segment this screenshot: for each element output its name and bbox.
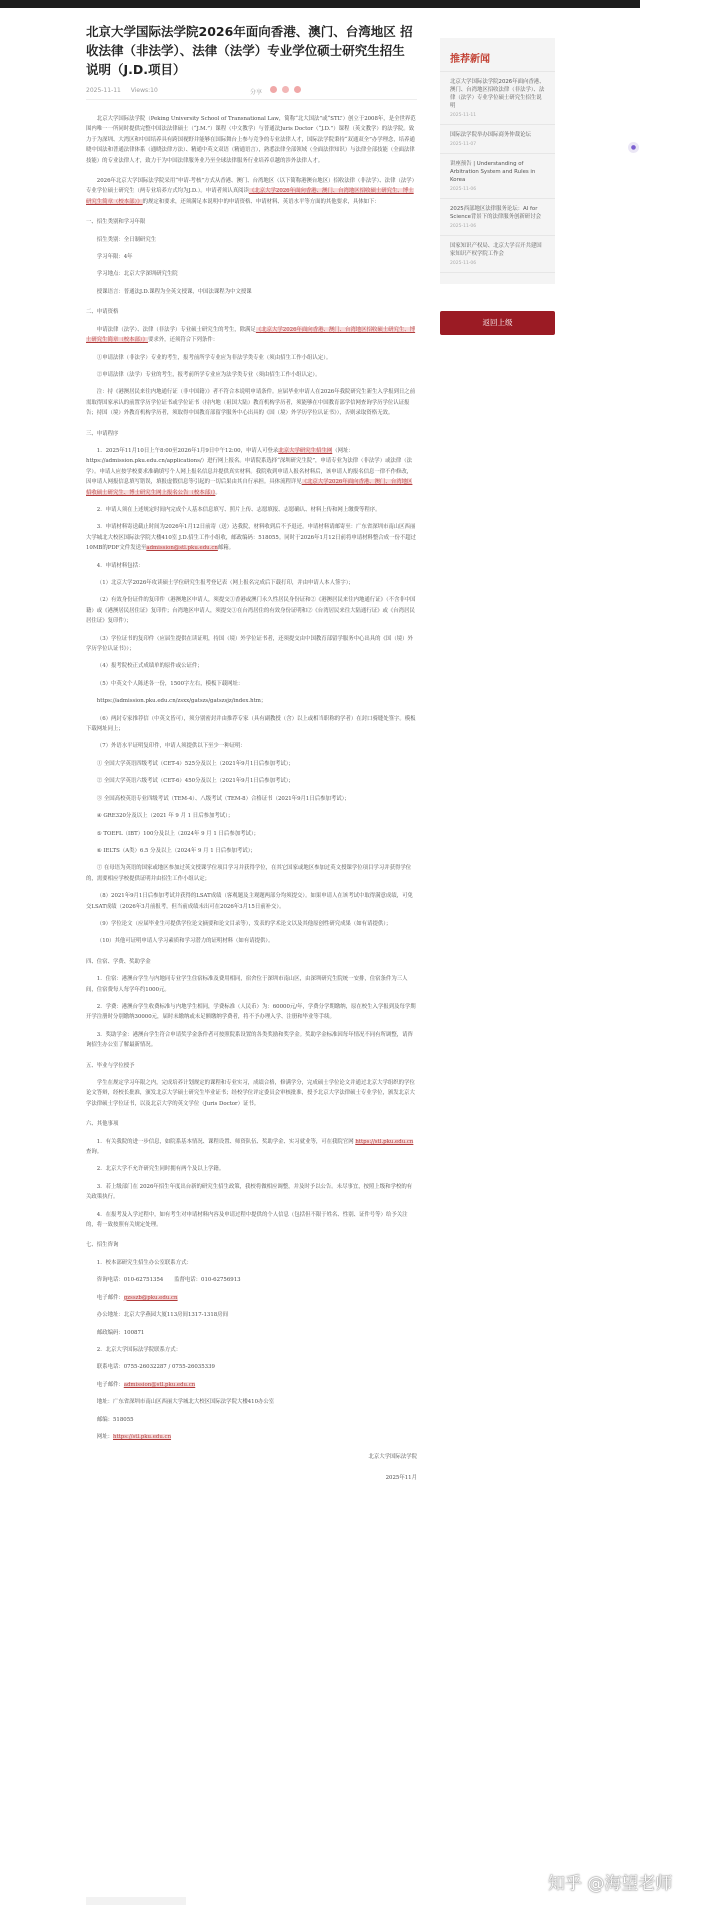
article-paragraph: （6）两封专家推荐信（中英文皆可），须分别密封并由推荐专家（具有副教授（含）以上或相当职称的学者）在封口骑缝处签字。模板下载网址同上； <box>86 715 416 733</box>
article-paragraph: 一、招生类别和学习年限 <box>86 219 146 226</box>
news-item-title: 国际法学院举办国际商务仲裁论坛 <box>450 132 531 138</box>
article-paragraph: （9）学位论文（应届毕业生可提供学位论文摘要和论文目录等），发表的学术论文以及其他原创性研究成果（如有请提供）； <box>96 920 392 927</box>
news-item[interactable] <box>440 72 555 125</box>
article-paragraph: ⑥ IELTS（A类）6.5 分及以上（2024年 9 月 1 日后参加考试）； <box>96 847 256 854</box>
article-views: Views:10 <box>130 87 158 94</box>
article-paragraph: 3．奖助学金：港澳台学生符合申请奖学金条件者可按照院系设置的各类奖励和奖学金。奖助学金标准因每年情况不同有所调整，请咨询招生办公室了解最新情况。 <box>86 1031 413 1049</box>
article-paragraph: （3）学位证书的复印件（应届生提供在读证明，持国（境）外学位证书者，还须提交由中国教育部留学服务中心出具的《国（境）外学历学位认证书》）； <box>86 635 413 653</box>
article-link[interactable]: 《北京大学2026年面向香港、澳门、台湾地区招收硕士研究生、博士研究生简章（校本部）》 <box>86 188 414 205</box>
news-item-date: 2025-11-07 <box>450 142 477 147</box>
share-icons <box>270 86 304 95</box>
article-paragraph: 3．申请材料寄送截止时间为2026年1月12日前寄（送）达我院，材料收到后不予退还。申请材料请邮寄至：广东省深圳市南山区西丽大学城北大校区国际法学院大楼410室 J.D.招生工作小组收，邮政编码：518055。同时于2026年1月12日前将申请材料整合成一份不超过10MB的PDF文件发送至admission@stl.pku.edu.cn邮箱。 <box>86 524 417 552</box>
article-paragraph: ① 全国大学英语四级考试（CET-4）525分及以上（2021年9月1日后参加考试）； <box>96 760 294 767</box>
news-list <box>440 72 555 273</box>
news-item-title: 讲座预告 | Understanding of Arbitration System and Rules in Korea <box>450 161 536 183</box>
sidebar <box>440 38 555 335</box>
article-paragraph: （8）2021年9月1日后参加考试并获得的LSAT成绩（客观题及主观题两部分均须提交）。如果申请人在该考试中取得满意成绩，可免交LSAT成绩（2026年3月前报考，但当前成绩未出可在2026年3月15日前补交）。 <box>86 893 413 910</box>
article-link[interactable]: admission@stl.pku.edu.cn <box>146 545 218 552</box>
news-item-date: 2025-11-06 <box>450 224 477 229</box>
article-paragraph: 北京大学国际法学院 <box>368 1454 417 1461</box>
news-item[interactable] <box>440 236 555 273</box>
article-paragraph: 3．若上级部门在 2026年招生年度出台新的研究生招生政策，我校将做相应调整，并及时予以公告。未尽事宜，按照上级和学校的有关政策执行。 <box>86 1183 413 1201</box>
footer-bar <box>86 1897 186 1905</box>
more-share-icon[interactable] <box>294 86 301 93</box>
article-paragraph: https://admission.pku.edu.cn/zsxx/gatszs/gatszsjz/index.htm； <box>96 698 267 705</box>
article-link[interactable]: 《北京大学2026年面向香港、澳门、台湾地区招收硕士研究生、博士研究生简章（校本部）》 <box>86 326 416 344</box>
recommended-news <box>440 38 555 284</box>
article-link[interactable]: https://stl.pku.edu.cn <box>112 1433 172 1440</box>
article-paragraph: 邮编：518055 <box>96 1416 134 1423</box>
article-paragraph: 申请法律（法学）、法律（非法学）专业硕士研究生的考生，除满足《北京大学2026年面向香港、澳门、台湾地区招收硕士研究生、博士研究生简章（校本部）》要求外，还须符合下列条件： <box>86 326 416 344</box>
article-paragraph: ④ GRE320分及以上（2021 年 9 月 1 日后参加考试）； <box>96 813 234 820</box>
news-item-title: 国家知识产权局、北京大学召开共建国家知识产权学院工作会 <box>450 243 542 257</box>
article-paragraph: 学习地点：北京大学深圳研究生院 <box>96 271 178 278</box>
article-paragraph: ⑦ 在母语为英语的国家或地区参加过英文授课学位项目学习并获得学位，在其它国家或地区参加过英文授课学位项目学习并获得学位的，需要相应学校提供证明并由招生工作小组认定； <box>86 865 412 882</box>
news-item-date: 2025-11-06 <box>450 187 477 192</box>
article-paragraph: 五、毕业与学位授予 <box>86 1062 135 1069</box>
article-paragraph: 4．申请材料包括： <box>96 562 144 569</box>
article-paragraph: 地址：广东省深圳市南山区西丽大学城北大校区国际法学院大楼410办公室 <box>96 1399 275 1406</box>
watermark: 知乎 @海望老师 <box>548 1874 673 1894</box>
article-paragraph: 电子邮件：admission@stl.pku.edu.cn <box>96 1381 196 1388</box>
article-link[interactable]: admission@stl.pku.edu.cn <box>123 1381 196 1388</box>
article-paragraph: 七、招生咨询 <box>86 1242 119 1249</box>
article-paragraph: 1．2025年11月10日上午8:00至2026年1月9日中午12:00，申请人可登录北京大学研究生招生网（网址：https://admission.pku.edu.cn/applications/）进行网上报名。申请院系选择“深圳研究生院”，申请专业为法律（非法学）或法律（法学）。申请人应按学校要求准确填写个人网上报名信息并提供真实材料。我院收到申请人报名材料后，该申请人的报名信息一律不作修改，因申请人网报信息填写错误，填报虚假信息等引起的一切后果由其自行承担。具体流程详见《北京大学2026年面向香港、澳门、台湾地区招收硕士研究生、博士研究生网上报名公告（校本部）》。 <box>86 447 413 496</box>
article-paragraph: 授课语言：普通法J.D.课程为全英文授课，中国法课程为中文授课 <box>96 288 252 295</box>
article-paragraph: 1．有关我院的进一步信息，如院系基本情况、课程设置、师资队伍、奖助学金、实习就业等，可在我院官网 https://stl.pku.edu.cn 查询。 <box>86 1138 414 1156</box>
article-paragraph: 1．住宿：港澳台学生与内地同专业学生住宿标准及费用相同，宿舍位于深圳市南山区，由深圳研究生院统一安排，住宿条件为三人间，住宿费每人每学年约1000元。 <box>86 976 408 993</box>
article-paragraph: 2026年北京大学国际法学院采用“申请-考核”方式从香港、澳门、台湾地区（以下简称港澳台地区）招收法律（非法学）、法律（法学）专业学位硕士研究生（两专业培养方式均为J.D.）。申请者须认真阅读《北京大学2026年面向香港、澳门、台湾地区招收硕士研究生、博士研究生简章（校本部）》的规定和要求，还须满足本说明中的申请资格、申请材料、英语水平等方面的其他要求，具体如下： <box>86 178 415 205</box>
article-paragraph: ③ 全国高校英语专业四级考试（TEM-4）、八级考试（TEM-8）合格证书（2021年9月1日后参加考试）； <box>96 795 350 802</box>
article-link[interactable]: 北京大学研究生招生网 <box>278 447 333 454</box>
article-paragraph: 二、申请资格 <box>86 309 119 316</box>
chat-bubble-icon[interactable]: ● <box>628 142 639 153</box>
article-title: 北京大学国际法学院2026年面向香港、澳门、台湾地区 招收法律（非法学）、法律（法学）专业学位硕士研究生招生说明（J.D.项目） <box>86 24 413 77</box>
wechat-share-icon[interactable] <box>270 86 277 93</box>
news-item[interactable] <box>440 154 555 199</box>
article-link[interactable]: https://stl.pku.edu.cn <box>355 1138 414 1145</box>
article-meta <box>86 87 417 100</box>
article-link[interactable]: gzsszb@pku.edu.cn <box>123 1294 178 1301</box>
article-paragraph: 2．学费：港澳台学生收费标准与内地学生相同，学费标准（人民币）为：60000元/年，学费分学期缴纳，原在校生入学报到及每学期开学注册时分别缴纳30000元，届时未缴纳或未足额缴纳学费者，将不予办理入学、注册和毕业等手续。 <box>86 1003 416 1021</box>
article-paragraph: 1．校本部研究生招生办公室联系方式： <box>96 1259 192 1266</box>
weibo-share-icon[interactable] <box>282 86 289 93</box>
article-paragraph: 联系电话：0755-26032287 / 0755-26035339 <box>96 1364 215 1371</box>
article-paragraph: 学生在规定学习年限之内，完成培养计划规定的课程和专业实习，成绩合格，修满学分，完成硕士学位论文并通过北京大学组织的学位论文答辩，经校长批准，颁发北京大学硕士研究生毕业证书；经校学位评定委员会审核批准，授予北京大学法律硕士专业学位，颁发北京大学法律硕士学位证书，以及北京大学的英文学位（Juris Doctor）证书。 <box>86 1080 415 1107</box>
article-date: 2025-11-11 <box>86 87 121 94</box>
article-paragraph: 4．在报考及入学过程中，如有考生对申请材料内容及申请过程中提供的个人信息（包括但不限于姓名、性别、证件号等）给予关注的，将一致按照有关规定处理。 <box>86 1211 408 1229</box>
news-item[interactable] <box>440 125 555 154</box>
news-item-title: 2025西部地区法律服务论坛：AI for Science背景下的法律服务创新研讨会 <box>450 206 541 220</box>
article-paragraph: 注：持《港澳居民来往内地通行证（非中国籍）》者不符合本说明申请条件。应届毕业申请人在2026年我院研究生新生入学报到日之前需取得国家承认的前置学历学位证书或学位证书（持内地（祖国大陆）教育机构学历者，须能够在中国教育部学信网查询学历学位认证报告；持国（境）外教育机构学历者，须取得中国教育部留学服务中心出具的《国（境）外学历学位认证书》），否则录取资格无效。 <box>86 389 416 417</box>
article-paragraph: 2．北京大学不允许研究生同时拥有两个及以上学籍。 <box>96 1166 225 1173</box>
article-paragraph: ② 全国大学英语六级考试（CET-6）450分及以上（2021年9月1日后参加考试）； <box>96 778 294 785</box>
article-paragraph: 学习年限：4年 <box>96 254 133 261</box>
news-item-date: 2025-11-11 <box>450 113 477 118</box>
article-paragraph: ②申请法律（法学）专业的考生，报考前所学专业应为法学类专业（须由招生工作小组认定）。 <box>96 371 321 378</box>
article-paragraph: 北京大学国际法学院（Peking University School of Transnational Law，简称“北大国法”或“STL”）创立于2008年，是全世界范围内唯一一所同时提供完整中国法法律硕士（“J.M.”）课程（中文教学）与普通法Juris Doctor（“J.D.”）课程（英文教学）的法学院。致力于为深圳、大湾区和中国培养具有跨国视野并能够在国际舞台上参与竞争的专业法律人才，国际法学院秉持“双通双全”办学理念，培养通晓中国法和普通法律体系（通晓法律方法）、精通中英文双语（精通语言），熟悉法律全部领域（全面法律知识）与法律全部技能（全面法律技能）的专业法律人才，致力于为中国法律服务业乃至全球法律服务行业培养卓越的涉外法律人才。 <box>86 116 416 164</box>
article-paragraph: （4）报考院校正式成绩单的原件或公证件； <box>96 663 203 670</box>
article-paragraph: 网址：https://stl.pku.edu.cn <box>96 1433 172 1440</box>
article-paragraph: ①申请法律（非法学）专业的考生，报考前所学专业应为非法学类专业（须由招生工作小组认定）。 <box>96 354 332 361</box>
article-paragraph: 招生类别：全日制研究生 <box>96 236 157 243</box>
article-paragraph: 电子邮件：gzsszb@pku.edu.cn <box>96 1294 178 1301</box>
recommended-news-title: 推荐新闻 <box>440 38 555 72</box>
article-paragraph: （10）其他可证明申请人学习素质和学习潜力的证明材料（如有请提供）。 <box>96 938 274 945</box>
article-paragraph: 办公地址：北京大学燕园大厦113房间1317-1318房间 <box>96 1312 228 1319</box>
top-bar <box>0 0 640 8</box>
article-paragraph: 2．申请人须在上述规定时间内完成个人基本信息填写、照片上传、志愿填报、志愿确认、材料上传和网上缴费等程序。 <box>96 506 381 513</box>
news-item-date: 2025-11-06 <box>450 261 477 266</box>
article-paragraph: 咨询电话：010-62751354 监督电话：010-62756913 <box>96 1277 241 1284</box>
news-item[interactable] <box>440 199 555 236</box>
article-body <box>86 114 417 1483</box>
news-item-title: 北京大学国际法学院2026年面向香港、澳门、台湾地区招收法律（非法学）、法律（法学）专业学位硕士研究生招生说明 <box>450 79 545 109</box>
article-paragraph: （5）中英文个人陈述各一份，1500字左右，模板下载网址： <box>96 680 244 687</box>
article-paragraph: 2．北京大学国际法学院联系方式： <box>96 1346 182 1353</box>
article-paragraph: 四、住宿、学费、奖助学金 <box>86 958 151 965</box>
article <box>86 20 417 1483</box>
article-paragraph: ⑤ TOEFL（IBT）100分及以上（2024年 9 月 1 日后参加考试）； <box>96 830 259 837</box>
share-label: 分享 <box>250 89 263 96</box>
article-paragraph: 邮政编码：100871 <box>96 1329 145 1336</box>
back-button[interactable]: 返回上级 <box>440 311 555 335</box>
article-paragraph: 三、申请程序 <box>86 430 119 437</box>
article-link[interactable]: 《北京大学2026年面向香港、澳门、台湾地区招收硕士研究生、博士研究生网上报名公告（校本部）》 <box>86 479 413 496</box>
article-paragraph: （7）外语水平证明复印件，申请人须提供以下至少一种证明： <box>96 743 246 750</box>
article-paragraph: 六、其他事项 <box>86 1121 119 1128</box>
article-paragraph: （2）有效身份证件的复印件（港澳地区申请人，须提交①香港或澳门永久性居民身份证和②《港澳居民来往内地通行证》（不含非中国籍）或《港澳居民居住证》复印件；台湾地区申请人，须提交①在台湾居住的有效身份证明和②《台湾居民来往大陆通行证》或《台湾居民居住证》复印件）； <box>86 597 416 625</box>
article-paragraph: （1）北京大学2026年攻读硕士学位研究生报考登记表（网上报名完成后下载打印，并由申请人本人签字）； <box>96 580 354 586</box>
article-paragraph: 2025年11月 <box>385 1474 417 1481</box>
